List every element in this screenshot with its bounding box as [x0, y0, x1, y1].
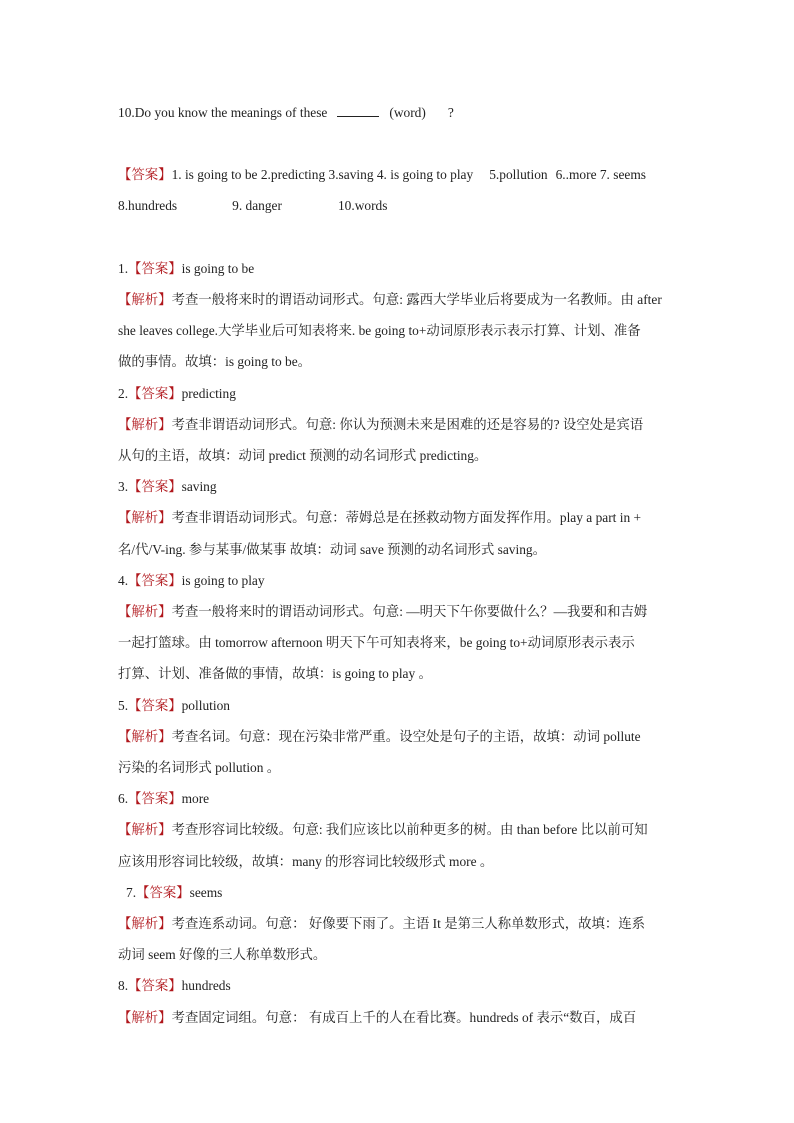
- item-number: 3.: [118, 479, 129, 494]
- item-answer: [118, 384, 236, 404]
- item-answer: [118, 477, 217, 497]
- analysis-line: [118, 508, 641, 528]
- analysis-text: 考查非谓语动词形式。句意：蒂姆总是在拯救动物方面发挥作用。play a part in +: [171, 510, 642, 525]
- analysis-line: [118, 1008, 636, 1028]
- answer-tag: 【答案】: [136, 885, 190, 900]
- analysis-line: 动词 seem 好像的三人称单数形式。: [118, 947, 327, 962]
- analysis-line: 一起打篮球。由 tomorrow afternoon 明天下午可知表将来，be going to+动词原形表示表示: [118, 635, 635, 650]
- analysis-line: 打算、计划、准备做的事情，故填：is going to play 。: [118, 666, 432, 681]
- analysis-text: 考查一般将来时的谓语动词形式。句意: 露西大学毕业后将要成为一名教师。由 after: [171, 292, 662, 307]
- analysis-line: 应该用形容词比较级，故填：many 的形容词比较级形式 more 。: [118, 854, 494, 869]
- analysis-tag: 【解析】: [118, 292, 172, 307]
- analysis-line: she leaves college.大学毕业后可知表将来. be going to+动词原形表示表示打算、计划、准备: [118, 323, 641, 338]
- analysis-tag: 【解析】: [118, 916, 172, 931]
- item-answer-text: is going to be: [181, 261, 255, 276]
- analysis-line: [118, 415, 643, 435]
- item-answer: [118, 976, 231, 996]
- analysis-line: [118, 914, 645, 934]
- analysis-tag: 【解析】: [118, 1010, 172, 1025]
- item-number: 7.: [126, 885, 137, 900]
- item-answer-text: seems: [189, 885, 223, 900]
- analysis-tag: 【解析】: [118, 510, 172, 525]
- analysis-line: 污染的名词形式 pollution 。: [118, 760, 281, 775]
- item-number: 1.: [118, 261, 129, 276]
- answer-tag: 【答案】: [118, 167, 172, 182]
- answer-tag: 【答案】: [128, 791, 182, 806]
- analysis-line: [118, 820, 648, 840]
- item-answer: [118, 571, 265, 591]
- question-tail: ?: [447, 105, 454, 120]
- answer-tag: 【答案】: [128, 261, 182, 276]
- analysis-line: [118, 602, 647, 622]
- analysis-tag: 【解析】: [118, 729, 172, 744]
- question-10: [118, 103, 454, 123]
- analysis-text: 考查非谓语动词形式。句意: 你认为预测未来是困难的还是容易的? 设空处是宾语: [171, 417, 644, 432]
- analysis-line: [118, 727, 641, 747]
- analysis-text: 考查一般将来时的谓语动词形式。句意: —明天下午你要做什么？—我要和和吉姆: [171, 604, 648, 619]
- item-answer: [118, 259, 254, 279]
- item-number: 2.: [118, 386, 129, 401]
- analysis-text: 考查形容词比较级。句意: 我们应该比以前种更多的树。由 than before 比以前可知: [171, 822, 648, 837]
- answer-key-text: 9. danger: [232, 198, 282, 213]
- answer-tag: 【答案】: [128, 698, 182, 713]
- item-number: 8.: [118, 978, 129, 993]
- item-answer: [118, 696, 230, 716]
- analysis-text: 考查固定词组。句意： 有成百上千的人在看比赛。hundreds of 表示“数百，成百: [171, 1010, 637, 1025]
- analysis-line: 从句的主语，故填：动词 predict 预测的动名词形式 predicting。: [118, 448, 488, 463]
- analysis-text: 考查连系动词。句意： 好像要下雨了。主语 It 是第三人称单数形式，故填：连系: [171, 916, 646, 931]
- answer-key-text: 6..more 7. seems: [555, 167, 646, 182]
- answer-key-text: 8.hundreds: [118, 198, 178, 213]
- analysis-line: 名/代/V-ing. 参与某事/做某事 故填：动词 save 预测的动名词形式 saving。: [118, 542, 546, 557]
- item-answer-text: pollution: [181, 698, 230, 713]
- analysis-tag: 【解析】: [118, 417, 172, 432]
- answer-tag: 【答案】: [128, 573, 182, 588]
- item-answer: [126, 883, 222, 903]
- item-answer: [118, 789, 209, 809]
- item-number: 4.: [118, 573, 129, 588]
- item-answer-text: predicting: [181, 386, 236, 401]
- analysis-tag: 【解析】: [118, 822, 172, 837]
- item-answer-text: more: [181, 791, 210, 806]
- answer-key-text: 5.pollution: [489, 167, 548, 182]
- question-text: 10.Do you know the meanings of these: [118, 105, 328, 120]
- item-answer-text: saving: [181, 479, 217, 494]
- answer-tag: 【答案】: [128, 978, 182, 993]
- item-answer-text: is going to play: [181, 573, 265, 588]
- answer-tag: 【答案】: [128, 386, 182, 401]
- answer-key-line-2: [118, 196, 387, 216]
- analysis-tag: 【解析】: [118, 604, 172, 619]
- item-number: 6.: [118, 791, 129, 806]
- answer-key-text: 1. is going to be 2.predicting 3.saving 4. is going to play: [171, 167, 474, 182]
- item-answer-text: hundreds: [181, 978, 231, 993]
- analysis-line: [118, 290, 662, 310]
- analysis-text: 考查名词。句意：现在污染非常严重。设空处是句子的主语，故填：动词 pollute: [171, 729, 641, 744]
- answer-tag: 【答案】: [128, 479, 182, 494]
- item-number: 5.: [118, 698, 129, 713]
- answer-key-line-1: [118, 165, 646, 185]
- answer-blank: [337, 104, 379, 117]
- analysis-line: 做的事情。故填：is going to be。: [118, 354, 312, 369]
- question-hint: (word): [389, 105, 426, 120]
- answer-key-text: 10.words: [337, 198, 388, 213]
